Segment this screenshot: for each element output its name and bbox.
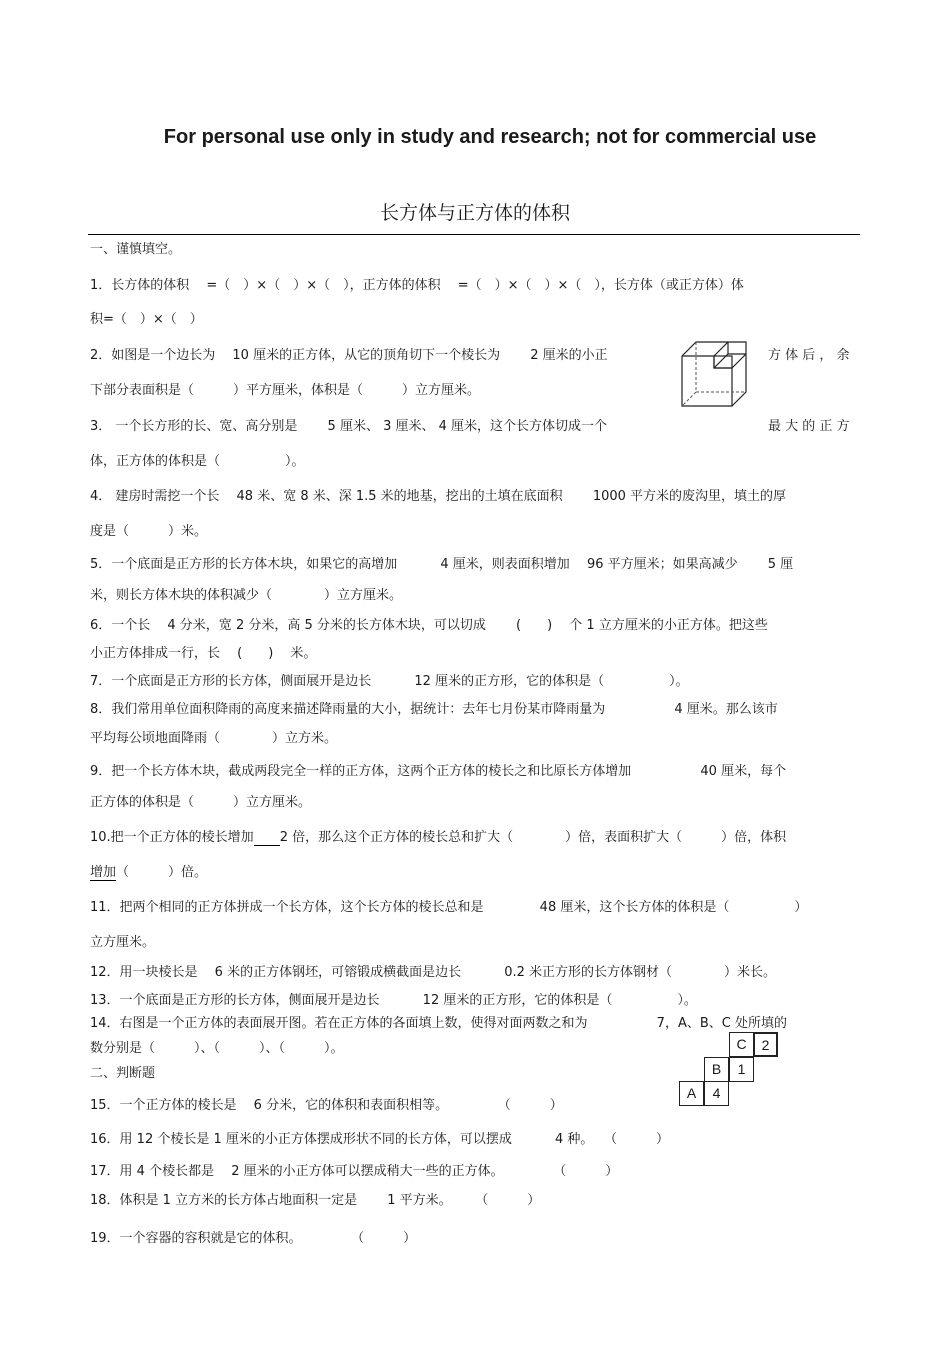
q4-line1: 4． 建房时需挖一个长 48 米、宽 8 米、深 1.5 米的地基，挖出的土填在底面积 1000 平方米的废沟里，填土的厚 xyxy=(90,489,787,504)
net-cell-b: B xyxy=(704,1057,729,1082)
q18-line: 18．体积是 1 立方米的长方体占地面积一定是 1 平方米。 （ ） xyxy=(90,1193,541,1208)
q2-line1: 2．如图是一个边长为 10 厘米的正方体，从它的顶角切下一个棱长为 2 厘米的小正 xyxy=(90,348,608,363)
q12-line: 12．用一块棱长是 6 米的正方体钢坯，可镕锻成横截面是边长 0.2 米正方形的长方体钢材（ ）米长。 xyxy=(90,965,777,980)
q6-line1: 6．一个长 4 分米，宽 2 分米，高 5 分米的长方体木块，可以切成 ( ) 个 1 立方厘米的小正方体。把这些 xyxy=(90,618,768,633)
q4-line2: 度是（ ）米。 xyxy=(90,524,208,539)
section-heading-fill: 一、谨慎填空。 xyxy=(90,242,182,257)
q3-line1: 3． 一个长方形的长、宽、高分别是 5 厘米、 3 厘米、 4 厘米，这个长方体切成一个 xyxy=(90,419,608,434)
q5-line1: 5．一个底面是正方形的长方体木块，如果它的高增加 4 厘米，则表面积增加 96 平方厘米；如果高减少 5 厘 xyxy=(90,557,794,572)
cut-cube-icon xyxy=(678,338,750,410)
net-cell-4: 4 xyxy=(704,1081,729,1106)
page-title: 长方体与正方体的体积 xyxy=(379,202,570,224)
q10-line1-start: 10.把一个正方体的棱长增加 xyxy=(90,830,254,845)
net-cell-2: 2 xyxy=(753,1032,778,1057)
q7-line: 7．一个底面是正方形的长方体，侧面展开是边长 12 厘米的正方形，它的体积是（ ）。 xyxy=(90,674,689,689)
q16-line: 16．用 12 个棱长是 1 厘米的小正方体摆成形状不同的长方体，可以摆成 4 种。 （ ） xyxy=(90,1132,670,1147)
q6-line2: 小正方体排成一行，长 ( ) 米。 xyxy=(90,646,317,661)
q1-line2: 积=（ ）×（ ） xyxy=(90,312,203,327)
title-divider xyxy=(88,234,860,235)
q13-line: 13．一个底面是正方形的长方体，侧面展开是边长 12 厘米的正方形，它的体积是（ ）。 xyxy=(90,993,697,1008)
q10-line2 xyxy=(90,861,207,881)
q10-line1-end: 2 倍，那么这个正方体的棱长总和扩大（ ）倍，表面积扩大（ ）倍，体积 xyxy=(279,830,787,845)
net-cell-c: C xyxy=(729,1032,754,1057)
q9-line2: 正方体的体积是（ ）立方厘米。 xyxy=(90,795,312,810)
q3-line2: 体，正方体的体积是（ ）。 xyxy=(90,454,305,469)
net-cell-1: 1 xyxy=(729,1057,754,1082)
q14-line1: 14．右图是一个正方体的表面展开图。若在正方体的各面填上数，使得对面两数之和为 7，A、B、C 处所填的 xyxy=(90,1016,787,1031)
q3-line1-tail: 最 大 的 正 方 xyxy=(768,419,850,434)
q19-line: 19．一个容器的容积就是它的体积。 （ ） xyxy=(90,1231,417,1246)
q10-line1 xyxy=(90,826,786,846)
q10-line2-end: （ ）倍。 xyxy=(116,865,208,880)
q10-line2-underlined: 增加 xyxy=(90,861,116,881)
q5-line2: 米，则长方体木块的体积减少（ ）立方厘米。 xyxy=(90,588,403,603)
q14-line2: 数分别是（ ）、（ ）、（ ）。 xyxy=(90,1041,344,1056)
q11-line1: 11．把两个相同的正方体拼成一个长方体，这个长方体的棱长总和是 48 厘米，这个长方体的体积是（ ） xyxy=(90,900,808,915)
q17-line: 17．用 4 个棱长都是 2 厘米的小正方体可以摆成稍大一些的正方体。 （ ） xyxy=(90,1164,619,1179)
section-heading-judge: 二、判断题 xyxy=(90,1066,156,1081)
q1-line1: 1．长方体的体积 =（ ）×（ ）×（ ），正方体的体积 =（ ）×（ ）×（ ），长方体（或正方体）体 xyxy=(90,278,744,293)
q8-line2: 平均每公顷地面降雨（ ）立方米。 xyxy=(90,731,338,746)
q15-line: 15．一个正方体的棱长是 6 分米，它的体积和表面积相等。 （ ） xyxy=(90,1098,563,1113)
disclaimer: For personal use only in study and research; not for commercial use xyxy=(163,126,817,148)
q10-underline xyxy=(254,826,280,846)
q2-line1-tail: 方 体 后 ， 余 xyxy=(768,348,850,363)
q11-line2: 立方厘米。 xyxy=(90,935,156,950)
q8-line1: 8．我们常用单位面积降雨的高度来描述降雨量的大小，据统计：去年七月份某市降雨量为 4 厘米。那么该市 xyxy=(90,702,778,717)
net-cell-a: A xyxy=(679,1081,704,1106)
q2-line2: 下部分表面积是（ ）平方厘米，体积是（ ）立方厘米。 xyxy=(90,383,481,398)
q9-line1: 9．把一个长方体木块，截成两段完全一样的正方体，这两个正方体的棱长之和比原长方体增加 40 厘米，每个 xyxy=(90,764,787,779)
